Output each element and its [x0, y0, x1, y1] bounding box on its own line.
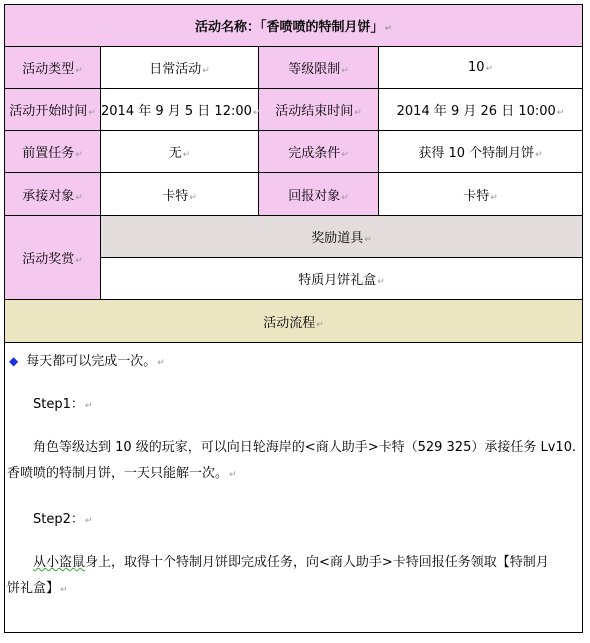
diamond-bullet-icon: ◆	[9, 354, 19, 368]
step2-line1: 身上，取得十个特制月饼即完成任务，向<商人助手>卡特回报任务领取【特制月	[85, 555, 549, 570]
end-time-label: 活动结束时间	[275, 104, 354, 119]
paragraph-mark-icon: ↵	[384, 24, 393, 34]
level-limit-label: 等级限制	[288, 62, 341, 77]
table-row	[5, 131, 583, 173]
accept-npc-label: 承接对象	[22, 188, 75, 204]
bullet-paragraph	[7, 351, 580, 373]
step2-paragraph	[7, 553, 580, 605]
value-cell	[379, 173, 583, 216]
label-cell	[259, 47, 379, 89]
paragraph-mark-icon: ↵	[88, 108, 96, 118]
paragraph-mark-icon: ↵	[229, 470, 237, 480]
reward-header-cell	[101, 216, 583, 258]
paragraph-mark-icon: ↵	[341, 66, 349, 76]
paragraph-mark-icon: ↵	[490, 192, 498, 203]
paragraph-mark-icon: ↵	[189, 192, 197, 203]
paragraph-mark-icon: ↵	[364, 235, 372, 245]
activity-table	[4, 4, 583, 633]
step1-paragraph	[7, 438, 580, 490]
paragraph-mark-icon: ↵	[377, 277, 385, 287]
start-time-value: 2014 年 9 月 5 日 12:00	[101, 104, 252, 119]
step1-line2: 香喷喷的特制月饼，一天只能解一次。	[7, 466, 229, 481]
reward-label-cell	[5, 216, 101, 300]
paragraph-mark-icon: ↵	[202, 66, 210, 76]
process-content-row	[5, 343, 583, 633]
step2-title-text: Step2：	[33, 512, 84, 527]
label-cell	[5, 47, 101, 89]
paragraph-mark-icon: ↵	[485, 64, 494, 74]
activity-type-value: 日常活动	[149, 62, 202, 77]
table-row	[5, 89, 583, 131]
completion-condition-label: 完成条件	[288, 146, 341, 161]
activity-name-cell	[5, 5, 583, 47]
step2-squiggle-text: 从小盗鼠	[33, 555, 86, 570]
start-time-label: 活动开始时间	[9, 104, 88, 119]
paragraph-mark-icon: ↵	[252, 108, 261, 118]
title-row	[5, 5, 583, 47]
paragraph-mark-icon: ↵	[556, 108, 565, 118]
paragraph-mark-icon: ↵	[354, 108, 362, 118]
process-content-cell	[5, 343, 583, 633]
table-row	[5, 173, 583, 216]
accept-npc-value: 卡特	[162, 188, 189, 204]
paragraph-mark-icon: ↵	[157, 358, 165, 368]
paragraph-mark-icon: ↵	[84, 516, 93, 526]
reward-item-cell	[101, 258, 583, 300]
paragraph-mark-icon: ↵	[535, 150, 543, 160]
paragraph-mark-icon: ↵	[84, 401, 93, 411]
end-time-value: 2014 年 9 月 26 日 10:00	[396, 104, 556, 119]
paragraph-mark-icon: ↵	[316, 319, 324, 330]
step1-title	[7, 395, 580, 416]
paragraph-mark-icon: ↵	[182, 150, 191, 160]
label-cell	[259, 131, 379, 173]
process-content	[5, 343, 582, 605]
prereq-task-label: 前置任务	[22, 146, 75, 161]
activity-name: 活动名称：「香喷喷的特制月饼」	[194, 20, 384, 35]
reward-label: 活动奖赏	[22, 252, 75, 267]
prereq-task-value: 无	[168, 146, 182, 161]
step2-line2: 饼礼盒】	[7, 581, 60, 596]
step2-title	[7, 510, 580, 531]
paragraph-mark-icon: ↵	[75, 150, 83, 160]
value-cell	[101, 131, 259, 173]
paragraph-mark-icon: ↵	[75, 256, 83, 266]
process-header-row	[5, 300, 583, 343]
reward-item: 特质月饼礼盒	[298, 273, 377, 288]
bullet-text: 每天都可以完成一次。	[26, 354, 157, 369]
paragraph-mark-icon: ↵	[75, 66, 83, 76]
paragraph-mark-icon: ↵	[341, 192, 349, 203]
value-cell	[379, 131, 583, 173]
table-row	[5, 47, 583, 89]
reward-row	[5, 216, 583, 258]
label-cell	[5, 131, 101, 173]
paragraph-mark-icon: ↵	[60, 585, 68, 595]
value-cell	[379, 89, 583, 131]
step2-line1-wrap	[7, 555, 549, 570]
step1-title-text: Step1：	[33, 397, 84, 412]
value-cell	[101, 89, 259, 131]
value-cell	[101, 47, 259, 89]
label-cell	[5, 173, 101, 216]
return-npc-value: 卡特	[463, 188, 490, 204]
process-header: 活动流程	[263, 315, 316, 331]
level-limit-value: 10	[467, 60, 485, 75]
paragraph-mark-icon: ↵	[75, 192, 83, 203]
completion-condition-value: 获得 10 个特制月饼	[418, 146, 535, 161]
paragraph-mark-icon: ↵	[341, 150, 349, 160]
label-cell	[5, 89, 101, 131]
activity-type-label: 活动类型	[22, 62, 75, 77]
process-header-cell	[5, 300, 583, 343]
return-npc-label: 回报对象	[288, 188, 341, 204]
value-cell	[101, 173, 259, 216]
label-cell	[259, 89, 379, 131]
reward-header: 奖励道具	[311, 231, 364, 246]
step1-line1: 角色等级达到 10 级的玩家，可以向日轮海岸的<商人助手>卡特（529 325）承接任务 Lv10.	[33, 440, 577, 455]
value-cell	[379, 47, 583, 89]
label-cell	[259, 173, 379, 216]
